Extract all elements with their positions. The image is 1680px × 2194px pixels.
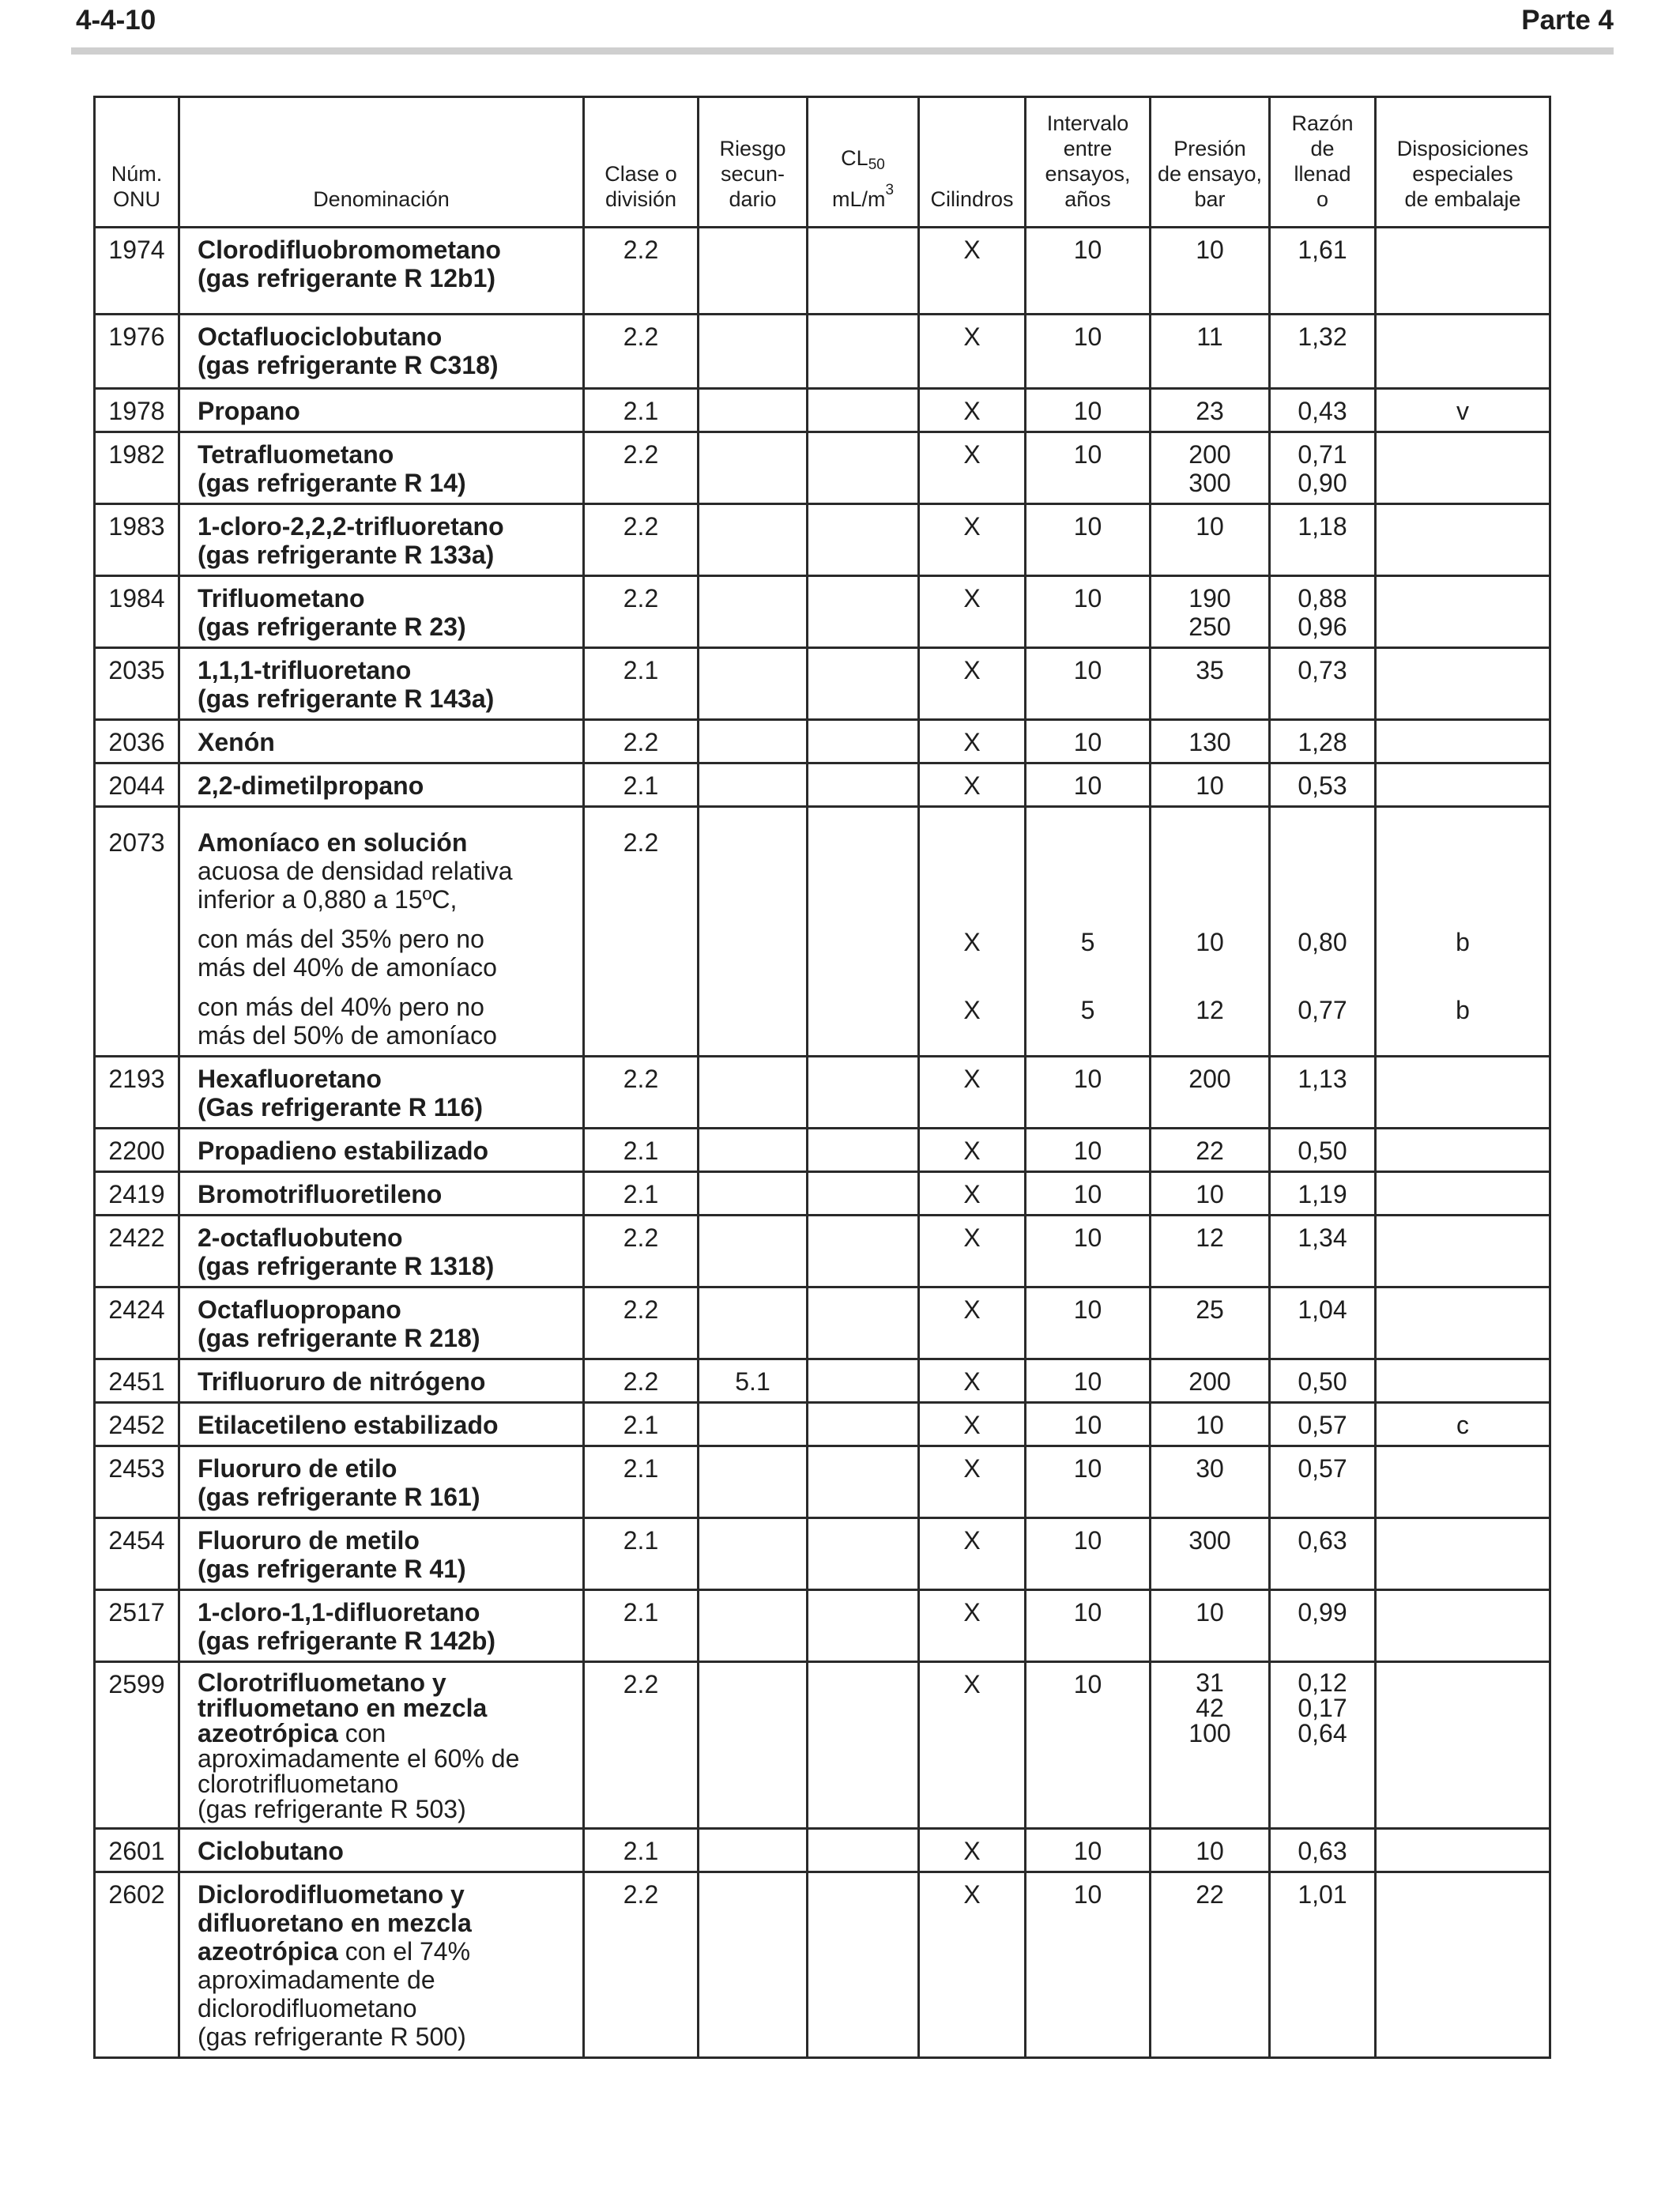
test-interval-cell: 10 (1026, 1359, 1151, 1403)
col-lc50: $CL_{50}$ $mL/m^3$ (808, 97, 919, 228)
special-provisions-cell (1376, 1057, 1550, 1129)
table-row-2454 (95, 1518, 1550, 1590)
table-row-2424 (95, 1287, 1550, 1359)
lc50-cell (808, 763, 919, 807)
name-cell: Octafluopropano (gas refrigerante R 218) (179, 1287, 584, 1359)
filling-ratio-cell: 0,12 0,17 0,64 (1270, 1662, 1376, 1829)
lc50-cell (808, 1662, 919, 1829)
table-row-1978 (95, 389, 1550, 432)
subsidiary-risk-cell (699, 1446, 808, 1518)
un-number-cell: 2422 (95, 1216, 179, 1287)
special-provisions-cell (1376, 648, 1550, 720)
table-row-2073 (95, 807, 1550, 1057)
subsidiary-risk-cell (699, 504, 808, 576)
subsidiary-risk-cell (699, 576, 808, 648)
special-provisions-cell (1376, 576, 1550, 648)
table-row-1984 (95, 576, 1550, 648)
name-cell: Amoníaco en solución acuosa de densidad relativa inferior a 0,880 a 15ºC, con más del 35% pero no más del 40% de amoníaco con más del 40% pero no más del 50% de amoníaco (179, 807, 584, 1057)
lc50-cell (808, 228, 919, 315)
un-number-cell: 2036 (95, 720, 179, 763)
special-provisions-cell (1376, 1287, 1550, 1359)
test-interval-cell: 10 (1026, 1446, 1151, 1518)
special-provisions-cell (1376, 228, 1550, 315)
filling-ratio-cell: 0,43 (1270, 389, 1376, 432)
special-provisions-cell (1376, 1359, 1550, 1403)
test-pressure-cell: 35 (1151, 648, 1270, 720)
filling-ratio-cell: 1,34 (1270, 1216, 1376, 1287)
page-number: 4-4-10 (76, 5, 156, 36)
filling-ratio-cell: 1,01 (1270, 1872, 1376, 2058)
un-number-cell: 2200 (95, 1129, 179, 1172)
col-filling-ratio: Razón de llenad o (1270, 97, 1376, 228)
subsidiary-risk-cell (699, 1662, 808, 1829)
class-cell: 2.1 (584, 763, 699, 807)
table-row-2044 (95, 763, 1550, 807)
name-cell: Clorotrifluometano y trifluometano en mezcla azeotrópica con aproximadamente el 60% de clorotrifluometano (gas refrigerante R 503) (179, 1662, 584, 1829)
cylinders-cell: X (919, 1057, 1026, 1129)
lc50-cell (808, 504, 919, 576)
test-interval-cell: 10 (1026, 228, 1151, 315)
un-number-cell: 2035 (95, 648, 179, 720)
name-cell: 2,2-dimetilpropano (179, 763, 584, 807)
test-pressure-cell: 10 (1151, 1403, 1270, 1446)
name-cell: Propano (179, 389, 584, 432)
table-row-2200 (95, 1129, 1550, 1172)
col-test-pressure: Presión de ensayo, bar (1151, 97, 1270, 228)
col-subsidiary-risk: Riesgo secun- dario (699, 97, 808, 228)
name-cell: Trifluoruro de nitrógeno (179, 1359, 584, 1403)
lc50-cell (808, 432, 919, 504)
cylinders-cell: X (919, 1446, 1026, 1518)
filling-ratio-cell: 0,73 (1270, 648, 1376, 720)
un-number-cell: 2454 (95, 1518, 179, 1590)
col-class: Clase o división (584, 97, 699, 228)
test-pressure-cell: 10 (1151, 228, 1270, 315)
col-special-provisions: Disposiciones especiales de embalaje (1376, 97, 1550, 228)
test-interval-cell: 10 (1026, 763, 1151, 807)
table-row-2599 (95, 1662, 1550, 1829)
table-row-1974 (95, 228, 1550, 315)
filling-ratio-cell: 0,57 (1270, 1446, 1376, 1518)
part-label: Parte 4 (1521, 5, 1614, 36)
cylinders-cell: X (919, 504, 1026, 576)
lc50-cell (808, 389, 919, 432)
un-number-cell: 2419 (95, 1172, 179, 1216)
un-number-cell: 2601 (95, 1829, 179, 1872)
class-cell: 2.2 (584, 228, 699, 315)
filling-ratio-cell: 0,63 (1270, 1829, 1376, 1872)
test-interval-cell: 10 (1026, 1518, 1151, 1590)
name-cell: Fluoruro de etilo (gas refrigerante R 161) (179, 1446, 584, 1518)
test-pressure-cell: 10 (1151, 504, 1270, 576)
filling-ratio-cell: 1,18 (1270, 504, 1376, 576)
name-cell: 2-octafluobuteno (gas refrigerante R 1318) (179, 1216, 584, 1287)
lc50-cell (808, 1216, 919, 1287)
table-row-2035 (95, 648, 1550, 720)
subsidiary-risk-cell (699, 1216, 808, 1287)
special-provisions-cell: v (1376, 389, 1550, 432)
special-provisions-cell: c (1376, 1403, 1550, 1446)
table-row-2452 (95, 1403, 1550, 1446)
name-cell: Hexafluoretano (Gas refrigerante R 116) (179, 1057, 584, 1129)
special-provisions-cell (1376, 1662, 1550, 1829)
subsidiary-risk-cell (699, 1518, 808, 1590)
filling-ratio-cell: 1,19 (1270, 1172, 1376, 1216)
name-cell: Trifluometano (gas refrigerante R 23) (179, 576, 584, 648)
subsidiary-risk-cell (699, 389, 808, 432)
filling-ratio-cell: 0,88 0,96 (1270, 576, 1376, 648)
special-provisions-cell (1376, 1216, 1550, 1287)
class-cell: 2.1 (584, 648, 699, 720)
test-interval-cell: 10 (1026, 315, 1151, 389)
test-interval-cell: 10 (1026, 1129, 1151, 1172)
special-provisions-cell: b b (1376, 807, 1550, 1057)
filling-ratio-cell: 0,71 0,90 (1270, 432, 1376, 504)
test-pressure-cell: 22 (1151, 1872, 1270, 2058)
test-pressure-cell: 10 (1151, 1829, 1270, 1872)
filling-ratio-cell: 0,50 (1270, 1129, 1376, 1172)
test-interval-cell: 10 (1026, 648, 1151, 720)
subsidiary-risk-cell (699, 1829, 808, 1872)
lc50-cell (808, 1287, 919, 1359)
un-number-cell: 2193 (95, 1057, 179, 1129)
subsidiary-risk-cell (699, 1129, 808, 1172)
cylinders-cell: X (919, 576, 1026, 648)
test-pressure-cell: 12 (1151, 1216, 1270, 1287)
special-provisions-cell (1376, 315, 1550, 389)
cylinders-cell: X (919, 1829, 1026, 1872)
cylinders-cell: X (919, 1403, 1026, 1446)
special-provisions-cell (1376, 504, 1550, 576)
filling-ratio-cell: 1,13 (1270, 1057, 1376, 1129)
un-number-cell: 2073 (95, 807, 179, 1057)
subsidiary-risk-cell (699, 648, 808, 720)
lc50-cell (808, 720, 919, 763)
subsidiary-risk-cell (699, 432, 808, 504)
header-row (95, 97, 1550, 228)
un-number-cell: 2453 (95, 1446, 179, 1518)
special-provisions-cell (1376, 1518, 1550, 1590)
test-interval-cell: 10 (1026, 720, 1151, 763)
dangerous-gases-table (93, 96, 1551, 2059)
class-cell: 2.1 (584, 389, 699, 432)
name-cell: Fluoruro de metilo (gas refrigerante R 41) (179, 1518, 584, 1590)
cylinders-cell: X (919, 228, 1026, 315)
cylinders-cell: X (919, 1359, 1026, 1403)
cylinders-cell: X (919, 1129, 1026, 1172)
table-row-1983 (95, 504, 1550, 576)
cylinders-cell: X (919, 1518, 1026, 1590)
un-number-cell: 2517 (95, 1590, 179, 1662)
subsidiary-risk-cell (699, 1590, 808, 1662)
lc50-cell (808, 1872, 919, 2058)
filling-ratio-cell: 1,61 (1270, 228, 1376, 315)
lc50-cell (808, 1057, 919, 1129)
lc50-cell (808, 1403, 919, 1446)
test-interval-cell: 10 (1026, 576, 1151, 648)
filling-ratio-cell: 0,63 (1270, 1518, 1376, 1590)
header-rule (71, 47, 1614, 55)
test-interval-cell: 10 (1026, 1057, 1151, 1129)
lc50-cell (808, 1172, 919, 1216)
name-cell: Ciclobutano (179, 1829, 584, 1872)
class-cell: 2.1 (584, 1446, 699, 1518)
class-cell: 2.2 (584, 1359, 699, 1403)
class-cell: 2.1 (584, 1829, 699, 1872)
table-row-2602 (95, 1872, 1550, 2058)
table-row-2601 (95, 1829, 1550, 1872)
class-cell: 2.2 (584, 432, 699, 504)
special-provisions-cell (1376, 720, 1550, 763)
subsidiary-risk-cell (699, 763, 808, 807)
lc50-cell (808, 1129, 919, 1172)
lc50-cell (808, 1446, 919, 1518)
test-pressure-cell: 25 (1151, 1287, 1270, 1359)
subsidiary-risk-cell (699, 1872, 808, 2058)
test-interval-cell: 10 (1026, 1590, 1151, 1662)
test-interval-cell: 10 (1026, 432, 1151, 504)
test-pressure-cell: 200 300 (1151, 432, 1270, 504)
cylinders-cell: X (919, 315, 1026, 389)
name-cell: Octafluociclobutano (gas refrigerante R C318) (179, 315, 584, 389)
name-cell: Propadieno estabilizado (179, 1129, 584, 1172)
test-pressure-cell: 200 (1151, 1359, 1270, 1403)
test-interval-cell: 10 (1026, 1216, 1151, 1287)
un-number-cell: 1982 (95, 432, 179, 504)
test-interval-cell: 10 (1026, 1172, 1151, 1216)
name-cell: Xenón (179, 720, 584, 763)
cylinders-cell: X (919, 1172, 1026, 1216)
un-number-cell: 2451 (95, 1359, 179, 1403)
col-test-interval: Intervalo entre ensayos, años (1026, 97, 1151, 228)
cylinders-cell: X (919, 432, 1026, 504)
un-number-cell: 2452 (95, 1403, 179, 1446)
lc50-cell (808, 807, 919, 1057)
subsidiary-risk-cell (699, 1287, 808, 1359)
class-cell: 2.2 (584, 315, 699, 389)
table-row-2453 (95, 1446, 1550, 1518)
un-number-cell: 2602 (95, 1872, 179, 2058)
class-cell: 2.2 (584, 1057, 699, 1129)
un-number-cell: 2599 (95, 1662, 179, 1829)
subsidiary-risk-cell (699, 1172, 808, 1216)
test-pressure-cell: 130 (1151, 720, 1270, 763)
lc50-cell (808, 315, 919, 389)
name-cell: 1,1,1-trifluoretano (gas refrigerante R 143a) (179, 648, 584, 720)
col-cylinders: Cilindros (919, 97, 1026, 228)
table-row-2517 (95, 1590, 1550, 1662)
class-cell: 2.2 (584, 807, 699, 1057)
table-row-1982 (95, 432, 1550, 504)
name-cell: Diclorodifluometano y difluoretano en mezcla azeotrópica con el 74% aproximadamente de diclorodifluometano (gas refrigerante R 500) (179, 1872, 584, 2058)
class-cell: 2.2 (584, 1662, 699, 1829)
filling-ratio-cell: 0,80 0,77 (1270, 807, 1376, 1057)
subsidiary-risk-cell (699, 228, 808, 315)
cylinders-cell: X (919, 1287, 1026, 1359)
name-cell: Clorodifluobromometano (gas refrigerante R 12b1) (179, 228, 584, 315)
test-pressure-cell: 190 250 (1151, 576, 1270, 648)
cylinders-cell: X X (919, 807, 1026, 1057)
test-pressure-cell: 22 (1151, 1129, 1270, 1172)
table-row-2036 (95, 720, 1550, 763)
cylinders-cell: X (919, 389, 1026, 432)
class-cell: 2.2 (584, 720, 699, 763)
special-provisions-cell (1376, 1590, 1550, 1662)
class-cell: 2.1 (584, 1129, 699, 1172)
name-cell: Bromotrifluoretileno (179, 1172, 584, 1216)
un-number-cell: 1974 (95, 228, 179, 315)
filling-ratio-cell: 0,57 (1270, 1403, 1376, 1446)
subsidiary-risk-cell (699, 315, 808, 389)
filling-ratio-cell: 0,50 (1270, 1359, 1376, 1403)
cylinders-cell: X (919, 648, 1026, 720)
un-number-cell: 1978 (95, 389, 179, 432)
test-interval-cell: 10 (1026, 1403, 1151, 1446)
class-cell: 2.2 (584, 576, 699, 648)
test-interval-cell: 5 5 (1026, 807, 1151, 1057)
test-pressure-cell: 10 (1151, 763, 1270, 807)
un-number-cell: 1984 (95, 576, 179, 648)
name-cell: 1-cloro-1,1-difluoretano (gas refrigerante R 142b) (179, 1590, 584, 1662)
special-provisions-cell (1376, 1129, 1550, 1172)
filling-ratio-cell: 1,32 (1270, 315, 1376, 389)
class-cell: 2.2 (584, 1287, 699, 1359)
table-row-2193 (95, 1057, 1550, 1129)
test-pressure-cell: 23 (1151, 389, 1270, 432)
class-cell: 2.1 (584, 1172, 699, 1216)
name-cell: 1-cloro-2,2,2-trifluoretano (gas refrigerante R 133a) (179, 504, 584, 576)
un-number-cell: 1983 (95, 504, 179, 576)
test-pressure-cell: 10 12 (1151, 807, 1270, 1057)
col-un-number: Núm. ONU (95, 97, 179, 228)
subsidiary-risk-cell (699, 1057, 808, 1129)
special-provisions-cell (1376, 1829, 1550, 1872)
class-cell: 2.1 (584, 1403, 699, 1446)
filling-ratio-cell: 1,28 (1270, 720, 1376, 763)
lc50-cell (808, 576, 919, 648)
special-provisions-cell (1376, 1872, 1550, 2058)
test-interval-cell: 10 (1026, 1872, 1151, 2058)
test-pressure-cell: 31 42 100 (1151, 1662, 1270, 1829)
class-cell: 2.2 (584, 504, 699, 576)
subsidiary-risk-cell (699, 807, 808, 1057)
class-cell: 2.2 (584, 1216, 699, 1287)
cylinders-cell: X (919, 720, 1026, 763)
lc50-cell (808, 648, 919, 720)
cylinders-cell: X (919, 1662, 1026, 1829)
subsidiary-risk-cell (699, 1403, 808, 1446)
lc50-cell (808, 1829, 919, 1872)
test-pressure-cell: 10 (1151, 1590, 1270, 1662)
lc50-cell (808, 1359, 919, 1403)
test-pressure-cell: 30 (1151, 1446, 1270, 1518)
class-cell: 2.1 (584, 1590, 699, 1662)
class-cell: 2.2 (584, 1872, 699, 2058)
test-pressure-cell: 11 (1151, 315, 1270, 389)
special-provisions-cell (1376, 1172, 1550, 1216)
table-row-1976 (95, 315, 1550, 389)
special-provisions-cell (1376, 763, 1550, 807)
name-cell: Etilacetileno estabilizado (179, 1403, 584, 1446)
subsidiary-risk-cell (699, 720, 808, 763)
test-pressure-cell: 200 (1151, 1057, 1270, 1129)
special-provisions-cell (1376, 1446, 1550, 1518)
table-row-2422 (95, 1216, 1550, 1287)
lc50-cell (808, 1518, 919, 1590)
special-provisions-cell (1376, 432, 1550, 504)
un-number-cell: 1976 (95, 315, 179, 389)
cylinders-cell: X (919, 1590, 1026, 1662)
table-row-2419 (95, 1172, 1550, 1216)
test-interval-cell: 10 (1026, 389, 1151, 432)
cylinders-cell: X (919, 763, 1026, 807)
test-pressure-cell: 300 (1151, 1518, 1270, 1590)
un-number-cell: 2044 (95, 763, 179, 807)
col-name: Denominación (179, 97, 584, 228)
name-cell: Tetrafluometano (gas refrigerante R 14) (179, 432, 584, 504)
test-interval-cell: 10 (1026, 1829, 1151, 1872)
test-pressure-cell: 10 (1151, 1172, 1270, 1216)
test-interval-cell: 10 (1026, 1662, 1151, 1829)
cylinders-cell: X (919, 1216, 1026, 1287)
cylinders-cell: X (919, 1872, 1026, 2058)
test-interval-cell: 10 (1026, 1287, 1151, 1359)
table-row-2451 (95, 1359, 1550, 1403)
lc50-cell (808, 1590, 919, 1662)
test-interval-cell: 10 (1026, 504, 1151, 576)
un-number-cell: 2424 (95, 1287, 179, 1359)
subsidiary-risk-cell: 5.1 (699, 1359, 808, 1403)
class-cell: 2.1 (584, 1518, 699, 1590)
filling-ratio-cell: 0,53 (1270, 763, 1376, 807)
filling-ratio-cell: 1,04 (1270, 1287, 1376, 1359)
filling-ratio-cell: 0,99 (1270, 1590, 1376, 1662)
